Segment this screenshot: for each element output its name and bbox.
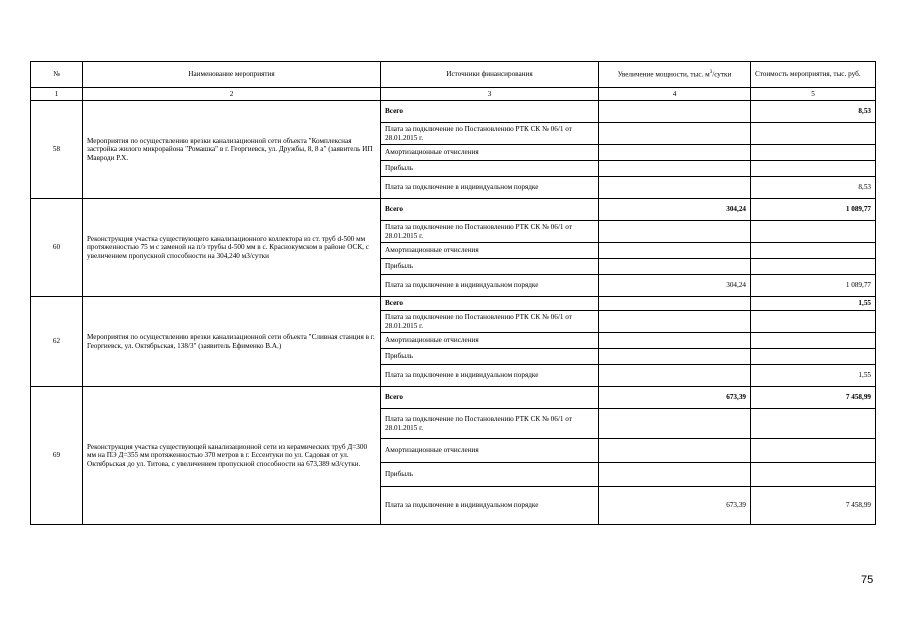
capacity-value bbox=[599, 221, 751, 243]
capacity-value bbox=[599, 161, 751, 177]
header-name: Наименование мероприятия bbox=[83, 62, 381, 88]
cost-value bbox=[751, 123, 876, 145]
table-row bbox=[31, 297, 876, 311]
capacity-value bbox=[599, 409, 751, 439]
cost-value: 7 458,99 bbox=[751, 387, 876, 409]
cost-value: 8,53 bbox=[751, 177, 876, 199]
capacity-value bbox=[599, 439, 751, 463]
cost-value bbox=[751, 145, 876, 161]
cost-value bbox=[751, 439, 876, 463]
cost-value bbox=[751, 349, 876, 365]
funding-source: Прибыль bbox=[381, 161, 599, 177]
cost-value: 8,53 bbox=[751, 101, 876, 123]
capacity-value bbox=[599, 101, 751, 123]
capacity-value bbox=[599, 145, 751, 161]
funding-source: Плата за подключение по Постановлению РТК СК № 06/1 от 28.01.2015 г. bbox=[381, 311, 599, 333]
table-row bbox=[31, 101, 876, 123]
measure-name: Мероприятия по осуществлению врезки канализационной сети объекта "Комплексная застройка жилого микрорайона "Ромашка" в г. Георгиевск, ул. Дружбы, 8, 8 а" (заявитель ИП Мавроди Р.Х. bbox=[83, 101, 381, 199]
page-number: 75 bbox=[861, 574, 874, 586]
row-number: 62 bbox=[31, 297, 83, 387]
funding-source: Амортизационные отчисления bbox=[381, 145, 599, 161]
funding-source: Амортизационные отчисления bbox=[381, 439, 599, 463]
funding-source: Всего bbox=[381, 297, 599, 311]
funding-source: Плата за подключение в индивидуальном порядке bbox=[381, 487, 599, 525]
funding-source: Плата за подключение по Постановлению РТК СК № 06/1 от 28.01.2015 г. bbox=[381, 409, 599, 439]
table-row bbox=[31, 199, 876, 221]
funding-source: Плата за подключение в индивидуальном порядке bbox=[381, 177, 599, 199]
capacity-value bbox=[599, 463, 751, 487]
funding-source: Прибыль bbox=[381, 349, 599, 365]
measure-name: Мероприятия по осуществлению врезки канализационной сети объекта "Сливная станция в г. Георгиевск, ул. Октябрьская, 138/3" (заявитель Ефименко В.А.) bbox=[83, 297, 381, 387]
capacity-value bbox=[599, 311, 751, 333]
cost-value bbox=[751, 243, 876, 259]
investment-table bbox=[30, 61, 876, 525]
cost-value bbox=[751, 221, 876, 243]
header-row bbox=[31, 62, 876, 88]
funding-source: Амортизационные отчисления bbox=[381, 333, 599, 349]
funding-source: Плата за подключение в индивидуальном порядке bbox=[381, 365, 599, 387]
funding-source: Плата за подключение по Постановлению РТК СК № 06/1 от 28.01.2015 г. bbox=[381, 123, 599, 145]
cost-value bbox=[751, 311, 876, 333]
header-sources: Источники финансирования bbox=[381, 62, 599, 88]
numbering-cell: 5 bbox=[751, 88, 876, 101]
cost-value: 7 458,99 bbox=[751, 487, 876, 525]
row-number: 69 bbox=[31, 387, 83, 525]
funding-source: Амортизационные отчисления bbox=[381, 243, 599, 259]
measure-name: Реконструкция участка существующей канализационной сети из керамических труб Д=300 мм на ПЭ Д=355 мм протяженностью 370 метров в г. Ессентуки по ул. Садовая от ул. Октябрьская до ул. Титова, с увеличением пропускной способности на 673,389 м3/сутки. bbox=[83, 387, 381, 525]
capacity-value: 304,24 bbox=[599, 199, 751, 221]
numbering-cell: 4 bbox=[599, 88, 751, 101]
capacity-value bbox=[599, 333, 751, 349]
funding-source: Всего bbox=[381, 199, 599, 221]
funding-source: Плата за подключение в индивидуальном порядке bbox=[381, 275, 599, 297]
cost-value bbox=[751, 161, 876, 177]
capacity-value bbox=[599, 259, 751, 275]
numbering-cell: 3 bbox=[381, 88, 599, 101]
capacity-value: 673,39 bbox=[599, 387, 751, 409]
header-capacity: Увеличение мощности, тыс. $м^3$/сутки bbox=[599, 62, 751, 88]
numbering-cell: 2 bbox=[83, 88, 381, 101]
capacity-value bbox=[599, 365, 751, 387]
cost-value bbox=[751, 333, 876, 349]
funding-source: Прибыль bbox=[381, 259, 599, 275]
table-row bbox=[31, 387, 876, 409]
funding-source: Плата за подключение по Постановлению РТК СК № 06/1 от 28.01.2015 г. bbox=[381, 221, 599, 243]
header-cost: Стоимость мероприятия, тыс. руб. bbox=[751, 62, 876, 88]
cost-value bbox=[751, 259, 876, 275]
funding-source: Всего bbox=[381, 387, 599, 409]
capacity-value bbox=[599, 243, 751, 259]
capacity-value bbox=[599, 297, 751, 311]
cost-value: 1 089,77 bbox=[751, 275, 876, 297]
funding-source: Прибыль bbox=[381, 463, 599, 487]
measure-name: Реконструкция участка существующего канализационного коллектора из ст. труб d-500 мм протяженностью 75 м с заменой на п/э трубы d-500 мм в с. Краснокумском в районе ОСК, с увеличением пропускной способности на 304,240 м3/сутки bbox=[83, 199, 381, 297]
header-number: № bbox=[31, 62, 83, 88]
capacity-value: 304,24 bbox=[599, 275, 751, 297]
capacity-value: 673,39 bbox=[599, 487, 751, 525]
cost-value: 1 089,77 bbox=[751, 199, 876, 221]
numbering-cell: 1 bbox=[31, 88, 83, 101]
funding-source: Всего bbox=[381, 101, 599, 123]
cost-value: 1,55 bbox=[751, 297, 876, 311]
cost-value bbox=[751, 463, 876, 487]
cost-value: 1,55 bbox=[751, 365, 876, 387]
row-number: 58 bbox=[31, 101, 83, 199]
capacity-value bbox=[599, 177, 751, 199]
cost-value bbox=[751, 409, 876, 439]
row-number: 60 bbox=[31, 199, 83, 297]
numbering-row bbox=[31, 88, 876, 101]
capacity-value bbox=[599, 349, 751, 365]
capacity-value bbox=[599, 123, 751, 145]
